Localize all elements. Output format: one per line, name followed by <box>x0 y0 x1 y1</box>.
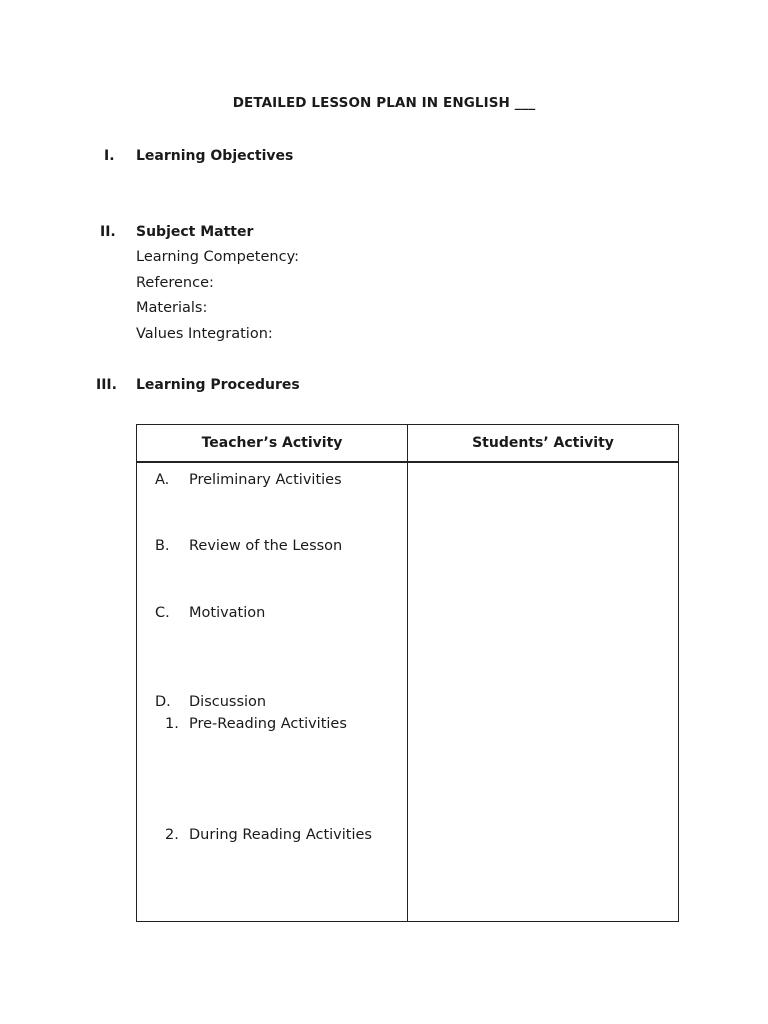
section-3-number: III. <box>96 377 117 393</box>
values-integration-line: Values Integration: <box>136 326 273 342</box>
section-1-number: I. <box>104 148 115 164</box>
activity-label: Review of the Lesson <box>189 538 343 554</box>
activity-label: Discussion <box>189 694 267 710</box>
activity-marker: C. <box>155 605 170 621</box>
learning-competency-line: Learning Competency: <box>136 249 299 265</box>
table-row <box>137 462 679 922</box>
activity-marker: D. <box>155 694 171 710</box>
teacher-activity-cell <box>137 462 408 922</box>
section-2-number: II. <box>100 224 116 240</box>
activity-label: Pre-Reading Activities <box>189 716 347 732</box>
students-activity-cell <box>408 462 679 922</box>
activity-marker: 1. <box>165 716 179 732</box>
students-activity-header: Students’ Activity <box>408 425 679 463</box>
section-2-heading: Subject Matter <box>136 224 254 240</box>
document-title: DETAILED LESSON PLAN IN ENGLISH ___ <box>232 95 536 111</box>
materials-line: Materials: <box>136 300 208 316</box>
section-3-heading: Learning Procedures <box>136 377 300 393</box>
activity-marker: A. <box>155 472 170 488</box>
activity-label: Preliminary Activities <box>189 472 342 488</box>
activity-marker: B. <box>155 538 170 554</box>
procedures-table <box>136 424 679 922</box>
reference-line: Reference: <box>136 275 214 291</box>
activity-label: During Reading Activities <box>189 827 372 843</box>
activity-marker: 2. <box>165 827 179 843</box>
activity-label: Motivation <box>189 605 266 621</box>
table-header-row <box>137 425 679 463</box>
section-1-heading: Learning Objectives <box>136 148 294 164</box>
teacher-activity-header: Teacher’s Activity <box>137 425 408 463</box>
